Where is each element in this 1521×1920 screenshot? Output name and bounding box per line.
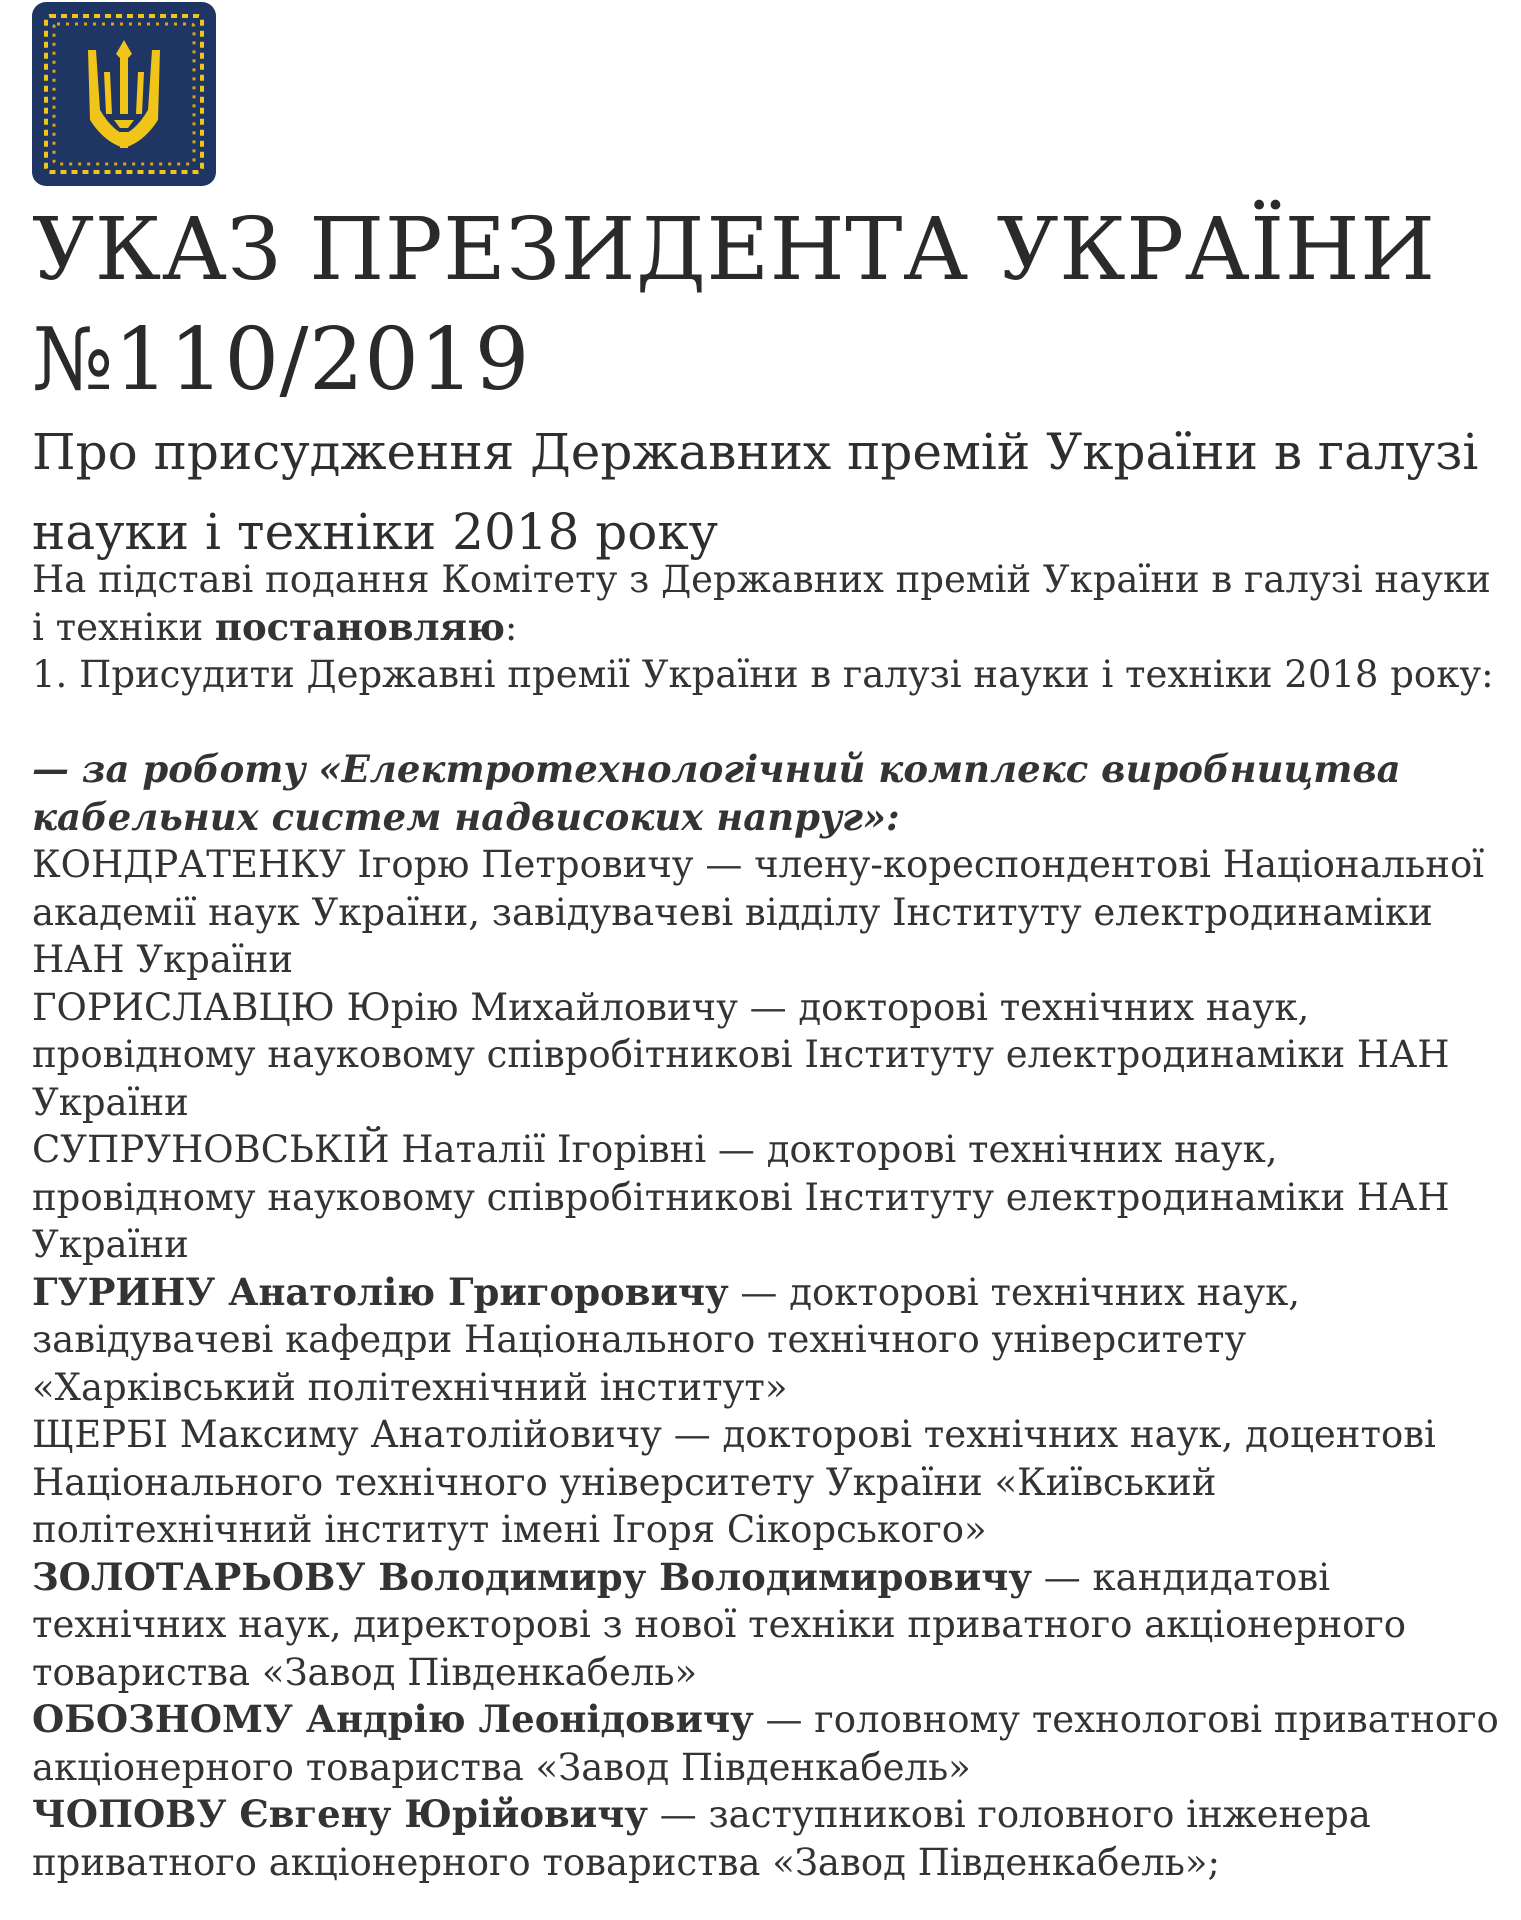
intro-text: На підставі подання Комітету з Державних премій України в галузі науки і техніки [32,558,1491,649]
laureate-desc: — кандидатові технічних наук, директорові з нової техніки приватного акціонерного товариства «Завод Південкабель» [32,1555,1407,1694]
laureate-desc: — докторові технічних наук, провідному науковому співробітникові Інституту електродинаміки НАН України [32,985,1450,1124]
title-line-2: №110/2019 [32,310,530,410]
laureate-desc: — докторові технічних наук, провідному науковому співробітникові Інституту електродинаміки НАН України [32,1128,1450,1266]
laureate-entry [32,1126,1502,1269]
title-line-1: УКАЗ ПРЕЗИДЕНТА УКРАЇНИ [32,200,1436,300]
laureate-entry [32,1696,1502,1791]
laureate-name: СУПРУНОВСЬКІЙ Наталії Ігорівні [32,1128,707,1171]
decree-subtitle: Про присудження Державних премій України в галузі науки і техніки 2018 року [32,423,1479,561]
presidential-emblem [32,2,216,186]
intro-end: : [504,605,518,649]
laureate-entry [32,984,1502,1127]
intro-paragraph [32,556,1502,651]
laureate-name: ЧОПОВУ Євгену Юрійовичу [32,1792,648,1836]
laureate-desc: — заступникові головного інженера приватного акціонерного товариства «Завод Південкабель»; [32,1793,1371,1884]
item-1: 1. Присудити Державні премії України в галузі науки і техніки 2018 року: [32,653,1494,696]
laureate-name: КОНДРАТЕНКУ Ігорю Петровичу [32,843,694,886]
decree-body [32,556,1502,1886]
laureate-name: ГУРИНУ Анатолію Григоровичу [32,1269,729,1314]
laureate-entry [32,841,1502,984]
laureate-entry [32,1554,1502,1697]
laureate-desc: — члену-кореспондентові Національної академії наук України, завідувачеві відділу Інституту електродинаміки НАН України [32,843,1485,981]
intro-bold: постановляю [214,604,505,649]
trident-icon [32,2,216,186]
laureate-desc: — докторові технічних наук, доцентові Національного технічного університету України «Київський політехнічний інститут імені Ігоря Сікорського» [32,1413,1436,1551]
laureate-entry [32,1791,1502,1886]
laureate-desc: — докторові технічних наук, завідувачеві кафедри Національного технічного університету «Харківський політехнічний інститут» [32,1270,1301,1409]
page-title [32,195,1436,415]
work-title: — за роботу «Електротехнологічний комплекс виробництва кабельних систем надвисоких напруг»: [32,747,1401,839]
laureate-name: ЗОЛОТАРЬОВУ Володимиру Володимировичу [32,1554,1033,1599]
laureate-name: ЩЕРБІ Максиму Анатолійовичу [32,1413,662,1456]
laureate-name: ОБОЗНОМУ Андрію Леонідовичу [32,1697,754,1741]
laureate-name: ГОРИСЛАВЦЮ Юрію Михайловичу [32,985,738,1029]
laureate-entry [32,1411,1502,1554]
laureate-desc: — головному технологові приватного акціонерного товариства «Завод Південкабель» [32,1698,1499,1789]
laureate-entry [32,1269,1502,1412]
